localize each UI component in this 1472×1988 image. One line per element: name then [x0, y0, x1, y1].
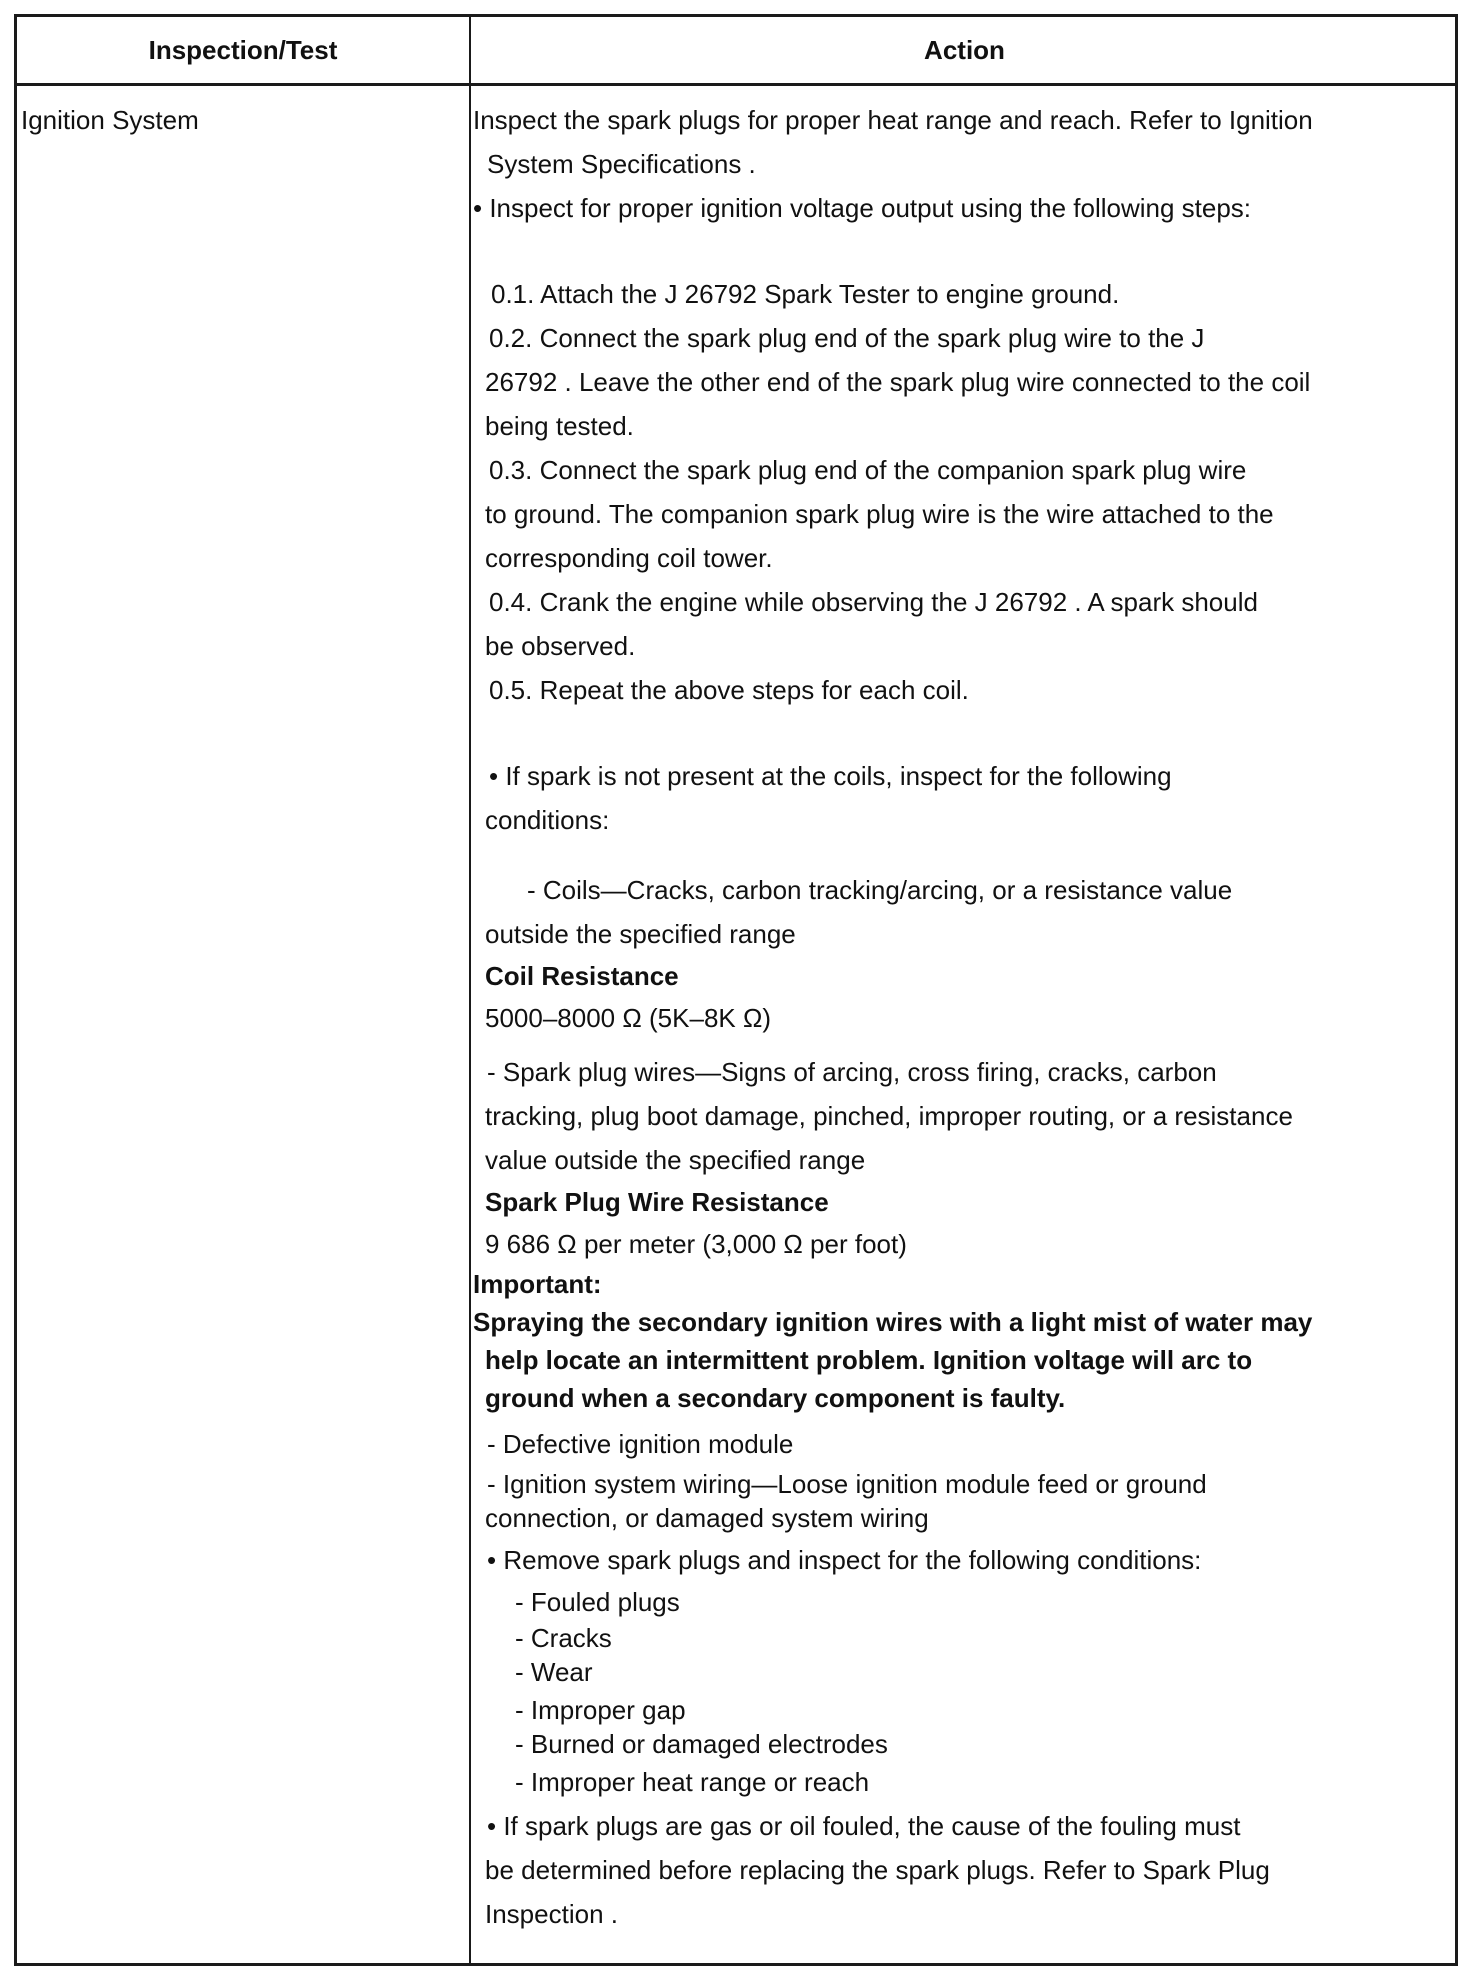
header-inspection-test: Inspection/Test — [148, 35, 338, 65]
step-4: be observed. — [485, 631, 636, 661]
coil-resistance-value: 5000–8000 Ω (5K–8K Ω) — [485, 1003, 772, 1033]
condition-wires: value outside the specified range — [485, 1145, 866, 1175]
condition-coils: outside the specified range — [485, 919, 796, 949]
important-text: ground when a secondary component is faulty. — [485, 1383, 1066, 1413]
intro-line: Inspect the spark plugs for proper heat range and reach. Refer to Ignition — [473, 105, 1313, 135]
step-5: 0.5. Repeat the above steps for each coil. — [489, 675, 969, 705]
plug-condition: - Wear — [515, 1657, 593, 1687]
bullet-voltage: • Inspect for proper ignition voltage output using the following steps: — [473, 193, 1252, 223]
inspection-cell: Ignition System — [21, 105, 199, 135]
condition-wiring: - Ignition system wiring—Loose ignition module feed or ground — [487, 1469, 1207, 1499]
step-3: corresponding coil tower. — [485, 543, 773, 573]
bullet-fouled: Inspection . — [485, 1899, 618, 1929]
condition-wires: - Spark plug wires—Signs of arcing, cross firing, cracks, carbon — [487, 1057, 1217, 1087]
step-1: 0.1. Attach the J 26792 Spark Tester to engine ground. — [491, 279, 1120, 309]
important-title: Important: — [473, 1269, 602, 1299]
important-text: help locate an intermittent problem. Ignition voltage will arc to — [485, 1345, 1253, 1375]
step-3: 0.3. Connect the spark plug end of the companion spark plug wire — [489, 455, 1247, 485]
column-divider — [469, 17, 471, 1963]
important-text: Spraying the secondary ignition wires with a light mist of water may — [473, 1307, 1313, 1337]
plug-condition: - Cracks — [515, 1623, 612, 1653]
step-2: 0.2. Connect the spark plug end of the spark plug wire to the J — [489, 323, 1205, 353]
step-2: being tested. — [485, 411, 634, 441]
bullet-fouled: • If spark plugs are gas or oil fouled, the cause of the fouling must — [487, 1811, 1241, 1841]
condition-coils: - Coils—Cracks, carbon tracking/arcing, or a resistance value — [527, 875, 1233, 905]
step-2: 26792 . Leave the other end of the spark plug wire connected to the coil — [485, 367, 1311, 397]
bullet-no-spark: conditions: — [485, 805, 610, 835]
bullet-remove-plugs: • Remove spark plugs and inspect for the following conditions: — [487, 1545, 1202, 1575]
header-divider — [17, 83, 1455, 86]
inspection-table — [14, 14, 1458, 1966]
plug-condition: - Improper heat range or reach — [515, 1767, 870, 1797]
bullet-fouled: be determined before replacing the spark plugs. Refer to Spark Plug — [485, 1855, 1270, 1885]
intro-line: System Specifications . — [487, 149, 756, 179]
condition-wiring: connection, or damaged system wiring — [485, 1503, 929, 1533]
coil-resistance-title: Coil Resistance — [485, 961, 679, 991]
plug-condition: - Burned or damaged electrodes — [515, 1729, 888, 1759]
plug-condition: - Improper gap — [515, 1695, 686, 1725]
step-3: to ground. The companion spark plug wire is the wire attached to the — [485, 499, 1274, 529]
header-action: Action — [924, 35, 1005, 65]
wire-resistance-value: 9 686 Ω per meter (3,000 Ω per foot) — [485, 1229, 907, 1259]
condition-wires: tracking, plug boot damage, pinched, improper routing, or a resistance — [485, 1101, 1293, 1131]
wire-resistance-title: Spark Plug Wire Resistance — [485, 1187, 829, 1217]
bullet-no-spark: • If spark is not present at the coils, inspect for the following — [489, 761, 1172, 791]
condition-module: - Defective ignition module — [487, 1429, 794, 1459]
plug-condition: - Fouled plugs — [515, 1587, 680, 1617]
step-4: 0.4. Crank the engine while observing the J 26792 . A spark should — [489, 587, 1258, 617]
